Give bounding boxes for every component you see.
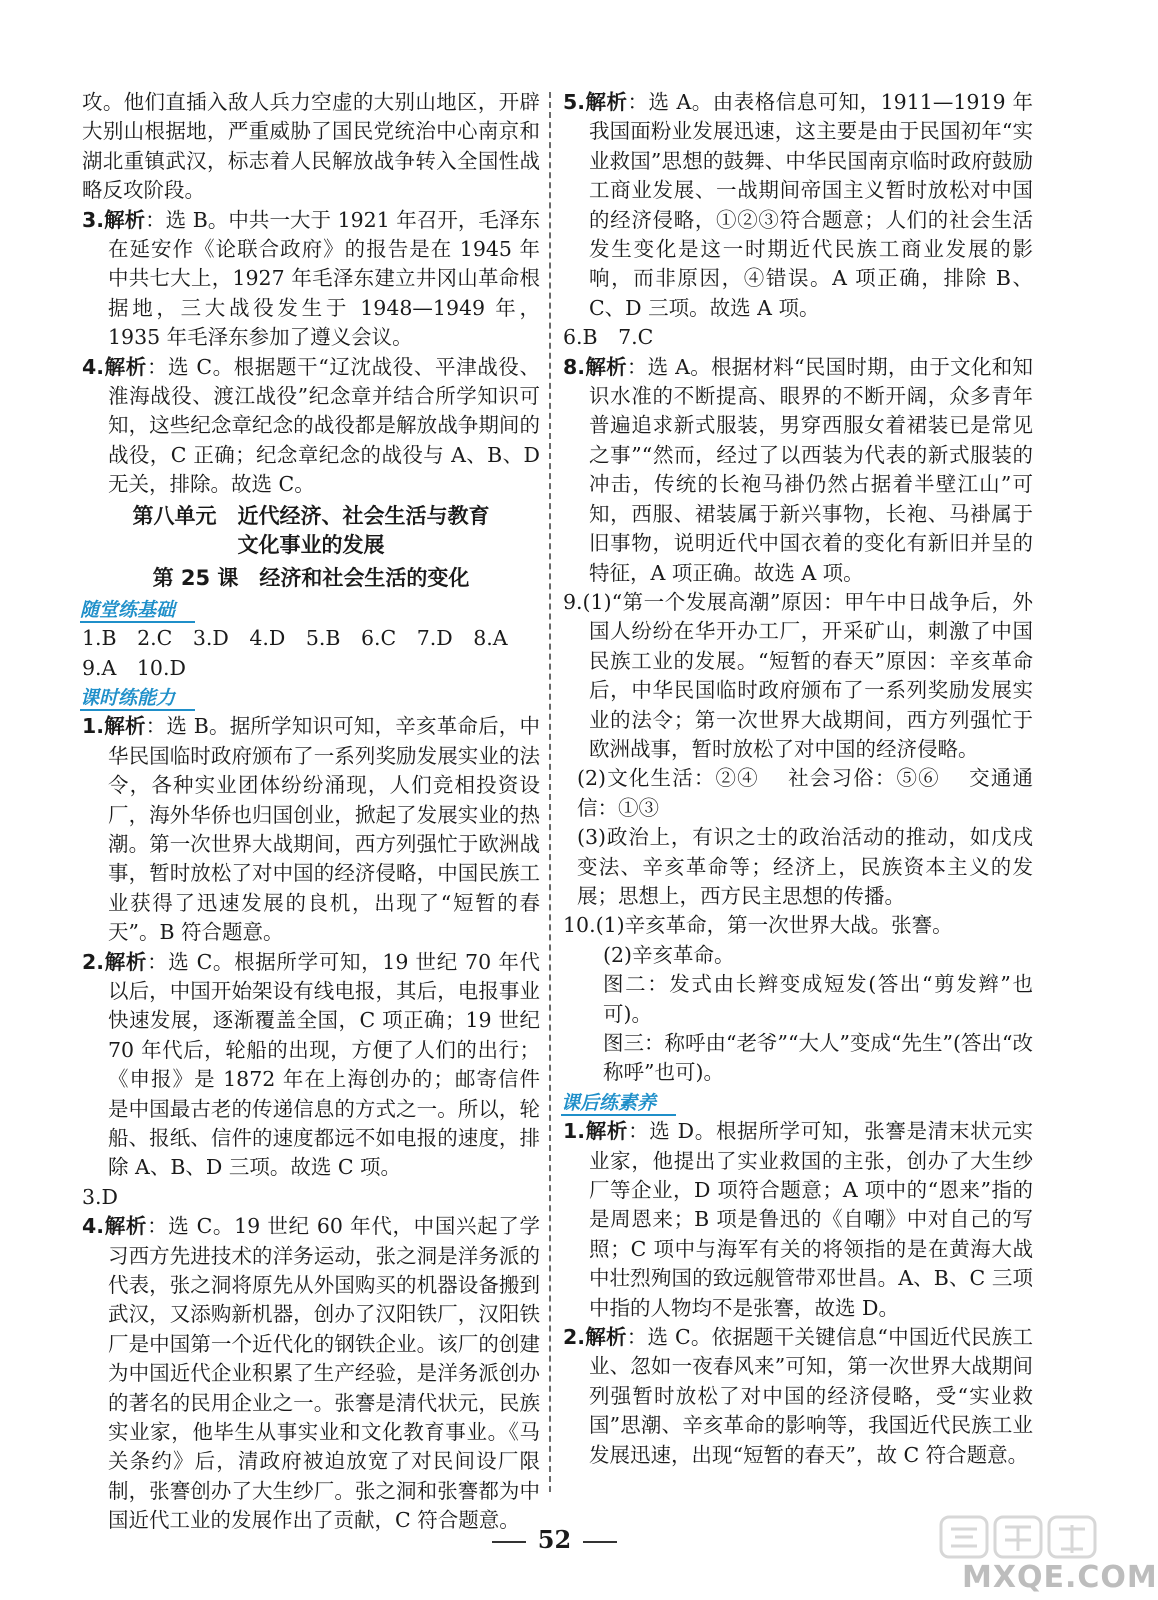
answer-label: 4.解析 bbox=[82, 354, 147, 379]
answer-text: ：选 B。中共一大于 1921 年召开，毛泽东在延安作《论联合政府》的报告是在 1945 年中共七大上，1927 年毛泽东建立井冈山革命根据地，三大战役发生于 1948—1949 年，1935 年毛泽东参加了遵义会议。 bbox=[108, 207, 540, 350]
answer-text: ：选 A。由表格信息可知，1911—1919 年我国面粉业发展迅速，这主要是由于民国初年“实业救国”思想的鼓舞、中华民国南京临时政府鼓励工商业发展、一战期间帝国主义暂时放松对中国的经济侵略，①②③符合题意；人们的社会生活发生变化是这一时期近代民族工商业发展的影响，而非原因，④错误。A 项正确，排除 B、C、D 三项。故选 A 项。 bbox=[589, 90, 1033, 320]
answer-4 bbox=[82, 353, 540, 500]
unit-title: 第八单元 近代经济、社会生活与教育 文化事业的发展 bbox=[132, 503, 490, 557]
answer-label: 4.解析 bbox=[82, 1214, 148, 1239]
left-column bbox=[82, 88, 540, 1536]
answer-9-part3: (3)政治上，有识之士的政治活动的推动，如戊戌变法、辛亥革命等；经济上，民族资本主义的发展；思想上，西方民主思想的传播。 bbox=[577, 825, 1033, 908]
right-column bbox=[563, 88, 1033, 1470]
answer-text: ：选 C。依据题干关键信息“中国近代民族工业、忽如一夜春风来”可知，第一次世界大战期间列强暂时放松了对中国的经济侵略，受“实业救国”思潮、辛亥革命的影响等，我国近代民族工业发展迅速，出现“短暂的春天”，故 C 符合题意。 bbox=[589, 1325, 1033, 1467]
page-number: 52 bbox=[0, 1525, 1109, 1554]
section-tag-ability: 课时练能力 bbox=[80, 687, 195, 711]
answer-s2 bbox=[563, 1323, 1033, 1470]
lesson-title: 第 25 课 经济和社会生活的变化 bbox=[152, 565, 470, 590]
page-number-dash bbox=[492, 1541, 526, 1543]
answer-text: ：选 D。根据所学可知，张謇是清末状元实业家，他提出了实业救国的主张，创办了大生纱厂等企业，D 项符合题意；A 项中的“恩来”指的是周恩来；B 项是鲁迅的《自嘲》中对自己的写照；C 项中与海军有关的将领指的是在黄海大战中壮烈殉国的致远舰管带邓世昌。A、B、C 三项中指的人物均不是张謇，故选 D。 bbox=[589, 1119, 1034, 1320]
answer-label: 1.解析 bbox=[82, 714, 146, 739]
page-number-dash bbox=[583, 1541, 617, 1543]
watermark-text: MXQE.COM bbox=[962, 1560, 1158, 1595]
answer-9-part1: 9.(1)“第一个发展高潮”原因：甲午中日战争后，外国人纷纷在华开办工厂，开采矿山，刺激了中国民族工业的发展。“短暂的春天”原因：辛亥革命后，中华民国临时政府颁布了一系列奖励发展实业的法令；第一次世界大战期间，西方列强忙于欧洲战事，暂时放松了对中国的经济侵略。 bbox=[563, 589, 1033, 761]
answer-10-part2: (2)辛亥革命。 bbox=[603, 942, 735, 967]
answer-label: 5.解析 bbox=[563, 90, 628, 114]
answer-5 bbox=[563, 88, 1033, 323]
answer-text: ：选 A。根据材料“民国时期，由于文化和知识水准的不断提高、眼界的不断开阔，众多青年普遍追求新式服装，男穿西服女着裙装已是常见之事”“然而，经过了以西装为代表的新式服装的冲击，传统的长袍马褂仍然占据着半壁江山”可知，西服、裙装属于新兴事物，长袍、马褂属于旧事物，说明近代中国衣着的变化有新旧并呈的特征，A 项正确。故选 A 项。 bbox=[589, 354, 1033, 585]
answer-9-part2: (2)文化生活：②④ 社会习俗：⑤⑥ 交通通信：①③ bbox=[577, 766, 1033, 820]
column-divider bbox=[549, 92, 551, 1492]
answer-10-part3: 图二：发式由长辫变成短发(答出“剪发辫”也可)。 bbox=[603, 972, 1033, 1026]
section-tag-literacy: 课后练素养 bbox=[561, 1092, 676, 1116]
answer-key-line: 1.B 2.C 3.D 4.D 5.B 6.C 7.D 8.A bbox=[82, 626, 508, 651]
answer-text: ：选 C。根据题干“辽沈战役、平津战役、淮海战役、渡江战役”纪念章并结合所学知识可知，这些纪念章纪念的战役都是解放战争期间的战役，C 正确；纪念章纪念的战役与 A、B、D 无关，排除。故选 C。 bbox=[108, 354, 540, 497]
answer-3 bbox=[82, 206, 540, 353]
answer-s1 bbox=[563, 1117, 1033, 1323]
answer-6-7: 6.B 7.C bbox=[563, 325, 654, 350]
section-tag-basic: 随堂练基础 bbox=[80, 599, 195, 623]
answer-8 bbox=[563, 353, 1033, 588]
answer-label: 2.解析 bbox=[82, 949, 148, 974]
answer-text: ：选 B。据所学知识可知，辛亥革命后，中华民国临时政府颁布了一系列奖励发展实业的法令，各种实业团体纷纷涌现，人们竞相投资设厂，海外华侨也归国创业，掀起了发展实业的热潮。第一次世界大战期间，西方列强忙于欧洲战事，暂时放松了对中国的经济侵略，中国民族工业获得了迅速发展的良机，出现了“短暂的春天”。B 符合题意。 bbox=[108, 714, 540, 945]
continued-answer: 攻。他们直插入敌人兵力空虚的大别山地区，开辟大别山根据地，严重威胁了国民党统治中心南京和湖北重镇武汉，标志着人民解放战争转入全国性战略反攻阶段。 bbox=[82, 90, 540, 203]
answer-label: 3.解析 bbox=[82, 207, 146, 232]
answer-2 bbox=[82, 948, 540, 1183]
answer-label: 2.解析 bbox=[563, 1325, 627, 1350]
answer-3-short: 3.D bbox=[82, 1184, 118, 1209]
answer-1 bbox=[82, 712, 540, 947]
answer-label: 1.解析 bbox=[563, 1119, 629, 1144]
answer-text: ：选 C。19 世纪 60 年代，中国兴起了学习西方先进技术的洋务运动，张之洞是洋务派的代表，张之洞将原先从外国购买的机器设备搬到武汉，又添购新机器，创办了汉阳铁厂，汉阳铁厂是中国第一个近代化的钢铁企业。该厂的创建为中国近代企业积累了生产经验，是洋务派创办的著名的民用企业之一。张謇是清代状元，民族实业家，他毕生从事实业和文化教育事业。《马关条约》后，清政府被迫放宽了对民间设厂限制，张謇创办了大生纱厂。张之洞和张謇都为中国近代工业的发展作出了贡献，C 符合题意。 bbox=[108, 1214, 540, 1533]
answer-label: 8.解析 bbox=[563, 354, 627, 379]
answer-4b bbox=[82, 1212, 540, 1535]
answer-key-line: 9.A 10.D bbox=[82, 655, 186, 680]
answer-10-part4: 图三：称呼由“老爷”“大人”变成“先生”(答出“改称呼”也可)。 bbox=[603, 1031, 1033, 1085]
answer-10-part1: 10.(1)辛亥革命，第一次世界大战。张謇。 bbox=[563, 913, 953, 938]
answer-text: ：选 C。根据所学可知，19 世纪 70 年代以后，中国开始架设有线电报，其后，电报事业快速发展，逐渐覆盖全国，C 项正确；19 世纪 70 年代后，轮船的出现，方便了人们的出行；《申报》是 1872 年在上海创办的；邮寄信件是中国最古老的传递信息的方式之一。所以，轮船、报纸、信件的速度都远不如电报的速度，排除 A、B、D 三项。故选 C 项。 bbox=[108, 949, 540, 1180]
